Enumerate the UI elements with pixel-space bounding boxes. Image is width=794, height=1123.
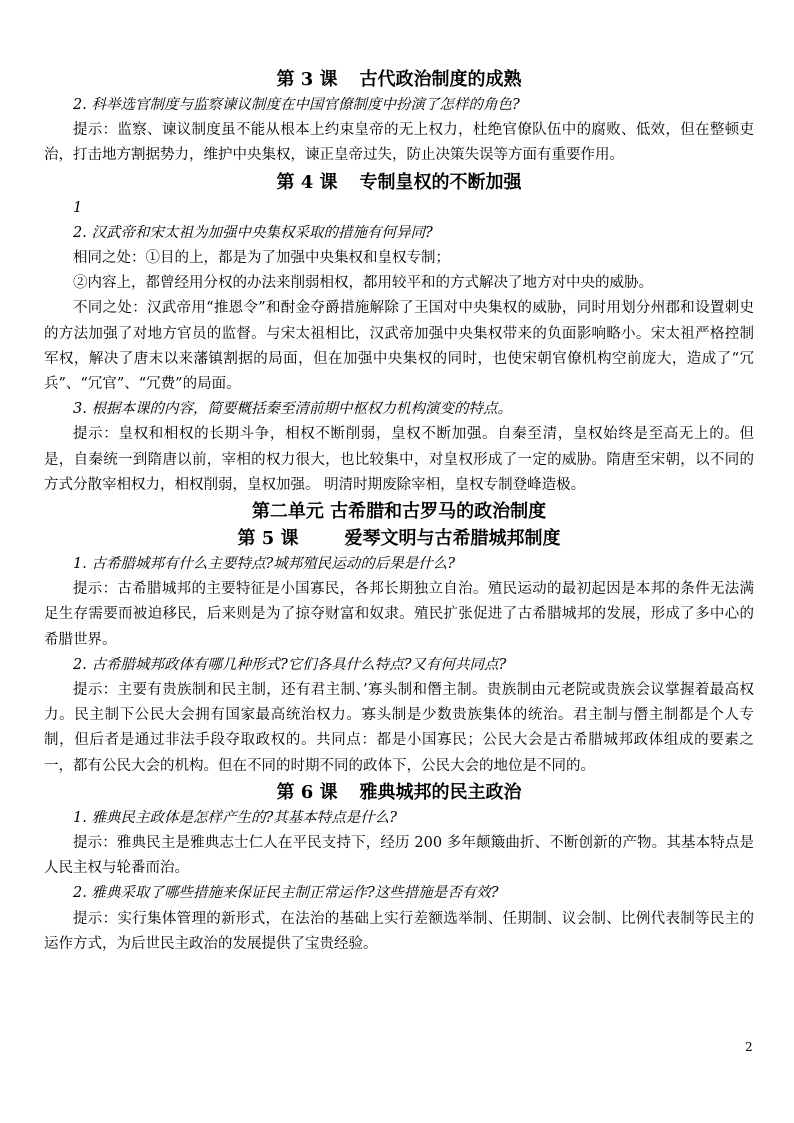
lesson5-answer-1: 提示：古希腊城邦的主要特征是小国寡民，各邦长期独立自治。殖民运动的最初起因是本邦的条件无法满足生存需要而被迫移民，后来则是为了掠夺财富和奴隶。殖民扩张促进了古希腊城邦的发展，形成了多中心的希腊世界。 [44, 581, 754, 648]
lesson4-title: 第 4 课 专制皇权的不断加强 [276, 171, 522, 193]
lesson6-title: 第 6 课 雅典城邦的民主政治 [276, 781, 522, 803]
document-page [44, 66, 754, 957]
lesson3-answer-2: 提示：监察、谏议制度虽不能从根本上约束皇帝的无上权力，杜绝官僚队伍中的腐败、低效，但在整顿吏治，打击地方割据势力，维护中央集权，谏正皇帝过失，防止决策失误等方面有重要作用。 [44, 122, 754, 164]
lesson6-question-1: 1. 雅典民主政体是怎样产生的?其基本特点是什么? [73, 809, 397, 826]
lesson6-answer-2: 提示：实行集体管理的新形式，在法治的基础上实行差额选举制、任期制、议会制、比例代表制等民主的运作方式，为后世民主政治的发展提供了宝贵经验。 [44, 910, 754, 952]
lesson5-title: 第 5 课 爱琴文明与古希腊城邦制度 [237, 528, 561, 550]
lesson3-question-2: 2. 科举选官制度与监察谏议制度在中国官僚制度中扮演了怎样的角色? [73, 97, 520, 113]
lesson5-answer-2: 提示：主要有贵族制和民主制，还有君主制、’寡头制和僭主制。贵族制由元老院或贵族会议掌握着最高权力。民主制下公民大会拥有国家最高统治权力。寡头制是少数贵族集体的统治。君主制与僭主制都是个人专制，但后者是通过非法手段夺取政权的。共同点：都是小国寡民；公民大会是古希腊城邦政体组成的要素之一，都有公民大会的机构。但在不同的时期不同的政体下，公民大会的地位是不同的。 [44, 682, 754, 774]
lesson5-question-1: 1. 古希腊城邦有什么主要特点?城邦殖民运动的后果是什么? [73, 556, 455, 573]
lesson4-same-2: ②内容上，都曾经用分权的办法来削弱相权，都用较平和的方式解决了地方对中央的威胁。 [73, 275, 653, 292]
page-number: 2 [745, 1040, 753, 1054]
lesson6-answer-1: 提示：雅典民主是雅典志士仁人在平民支持下，经历 200 多年颠簸曲折、不断创新的产物。其基本特点是人民主权与轮番而治。 [44, 835, 754, 877]
lesson3-title: 第 3 课 古代政治制度的成熟 [276, 69, 522, 90]
lesson4-question-2: 2. 汉武帝和宋太祖为加强中央集权采取的措施有何异同? [73, 224, 433, 241]
lesson6-question-2: 2. 雅典采取了哪些措施来保证民主制正常运作?这些措施是否有效? [73, 885, 499, 902]
lesson4-question-1: 1 [73, 199, 83, 216]
lesson4-diff: 不同之处：汉武帝用“推恩令”和酎金夺爵措施解除了王国对中央集权的威胁，同时用划分州郡和设置刺史的方法加强了对地方官员的监督。与宋太祖相比，汉武帝加强中央集权带来的负面影响略小。宋太祖严格控制军权，解决了唐末以来藩镇割据的局面，但在加强中央集权的同时，也使宋朝官僚机构空前庞大，造成了“冗兵”、“冗官”、“冗费”的局面。 [44, 300, 754, 393]
unit2-title: 第二单元 古希腊和古罗马的政治制度 [251, 501, 547, 523]
lesson4-question-3: 3. 根据本课的内容，简要概括秦至清前期中枢权力机构演变的特点。 [73, 401, 512, 418]
lesson5-question-2: 2. 古希腊城邦政体有哪几种形式?它们各具什么特点?又有何共同点? [73, 656, 507, 673]
lesson4-same-1: 相同之处：①目的上，都是为了加强中央集权和皇权专制； [73, 250, 450, 267]
lesson4-answer-3: 提示：皇权和相权的长期斗争，相权不断削弱，皇权不断加强。自秦至清，皇权始终是至高无上的。但是，自秦统一到隋唐以前，宰相的权力很大，也比较集中，对皇权形成了一定的威胁。隋唐至宋朝，以不同的方式分散宰相权力，相权削弱，皇权加强。 明清时期废除宰相，皇权专制登峰造极。 [44, 426, 754, 493]
